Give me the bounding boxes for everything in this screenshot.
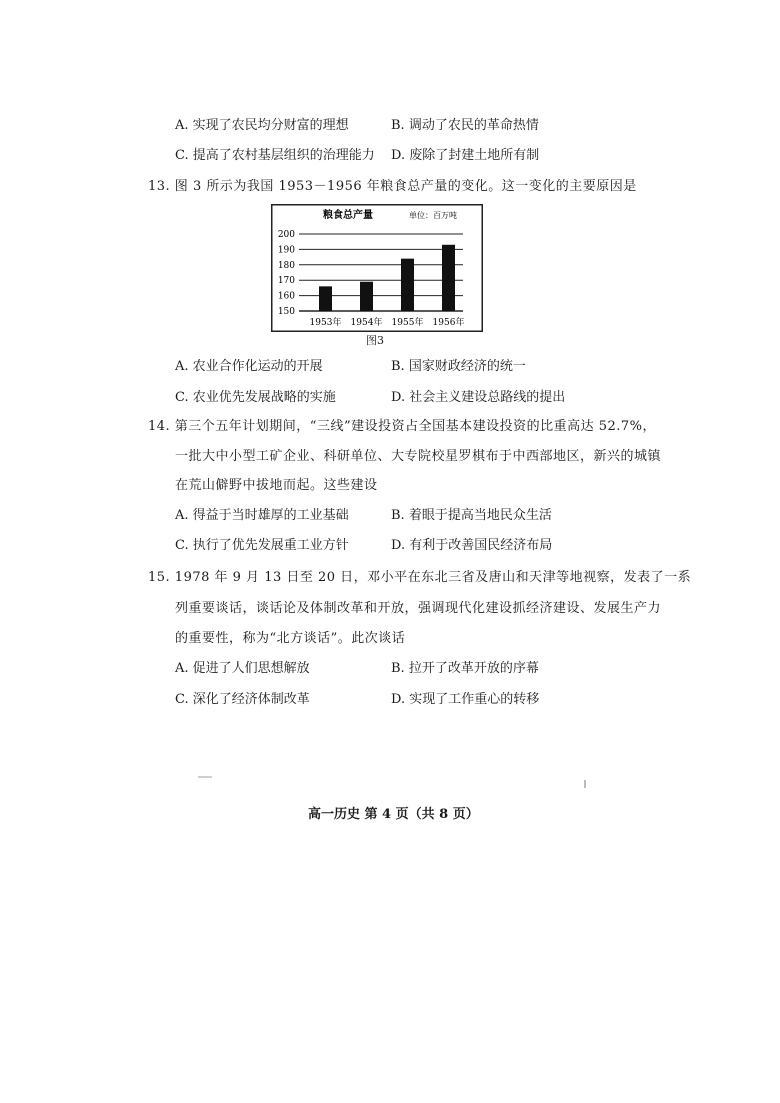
q14-option-d: D. 有利于改善国民经济布局: [391, 538, 553, 553]
chart-unit: 单位：百万吨: [409, 211, 457, 220]
figure-caption: 图3: [366, 334, 384, 347]
scan-speck: [584, 780, 586, 788]
q15-stem-line-2: 列重要谈话，谈话论及体制改革和开放，强调现代化建设抓经济建设、发展生产力: [175, 601, 662, 616]
q13-stem: 13. 图 3 所示为我国 1953－1956 年粮食总产量的变化。这一变化的主要原因是: [148, 179, 637, 194]
q13-option-a: A. 农业合作化运动的开展: [175, 359, 323, 374]
chart-svg: [271, 204, 483, 332]
scan-speck: [198, 776, 212, 778]
chart-title: 粮食总产量: [323, 210, 373, 221]
q13-option-d: D. 社会主义建设总路线的提出: [391, 390, 566, 405]
q12-option-a: A. 实现了农民均分财富的理想: [175, 118, 349, 133]
q15-stem-line-3: 的重要性，称为“北方谈话”。此次谈话: [175, 631, 406, 646]
q14-option-b: B. 着眼于提高当地民众生活: [391, 508, 552, 523]
q15-option-a: A. 促进了人们思想解放: [175, 661, 310, 676]
q12-option-d: D. 废除了封建土地所有制: [391, 148, 540, 163]
q15-option-d: D. 实现了工作重心的转移: [391, 692, 540, 707]
y-tick-label: 150: [277, 307, 295, 317]
q12-option-c: C. 提高了农村基层组织的治理能力: [175, 148, 375, 163]
y-tick-label: 200: [277, 230, 295, 240]
q14-stem-line-1: 14. 第三个五年计划期间，“三线”建设投资占全国基本建设投资的比重高达 52.7%，: [148, 419, 657, 434]
x-tick-label: 1956年: [432, 318, 465, 328]
y-tick-label: 190: [277, 245, 295, 256]
y-tick-label: 180: [277, 260, 295, 271]
q14-stem-line-3: 在荒山僻野中拔地而起。这些建设: [175, 478, 378, 493]
q13-option-c: C. 农业优先发展战略的实施: [175, 390, 336, 405]
bar-1954年: [360, 282, 373, 311]
page-footer: 高一历史 第 4 页（共 8 页）: [308, 807, 479, 822]
bar-1956年: [442, 245, 455, 311]
x-tick-label: 1955年: [391, 318, 424, 328]
x-tick-label: 1953年: [309, 318, 342, 328]
q14-option-c: C. 执行了优先发展重工业方针: [175, 538, 349, 553]
q14-stem-line-2: 一批大中小型工矿企业、科研单位、大专院校星罗棋布于中西部地区，新兴的城镇: [175, 449, 662, 464]
q14-option-a: A. 得益于当时雄厚的工业基础: [175, 508, 349, 523]
q15-option-b: B. 拉开了改革开放的序幕: [391, 661, 539, 676]
q15-option-c: C. 深化了经济体制改革: [175, 692, 310, 707]
q13-option-b: B. 国家财政经济的统一: [391, 359, 526, 374]
x-tick-label: 1954年: [350, 318, 383, 328]
bar-1953年: [319, 286, 332, 311]
grain-output-chart: [271, 204, 483, 332]
q12-option-b: B. 调动了农民的革命热情: [391, 118, 539, 133]
q15-stem-line-1: 15. 1978 年 9 月 13 日至 20 日，邓小平在东北三省及唐山和天津等地视察，发表了一系: [148, 570, 692, 585]
bar-1955年: [401, 259, 414, 311]
y-tick-label: 170: [277, 276, 295, 287]
y-tick-label: 160: [277, 291, 295, 302]
